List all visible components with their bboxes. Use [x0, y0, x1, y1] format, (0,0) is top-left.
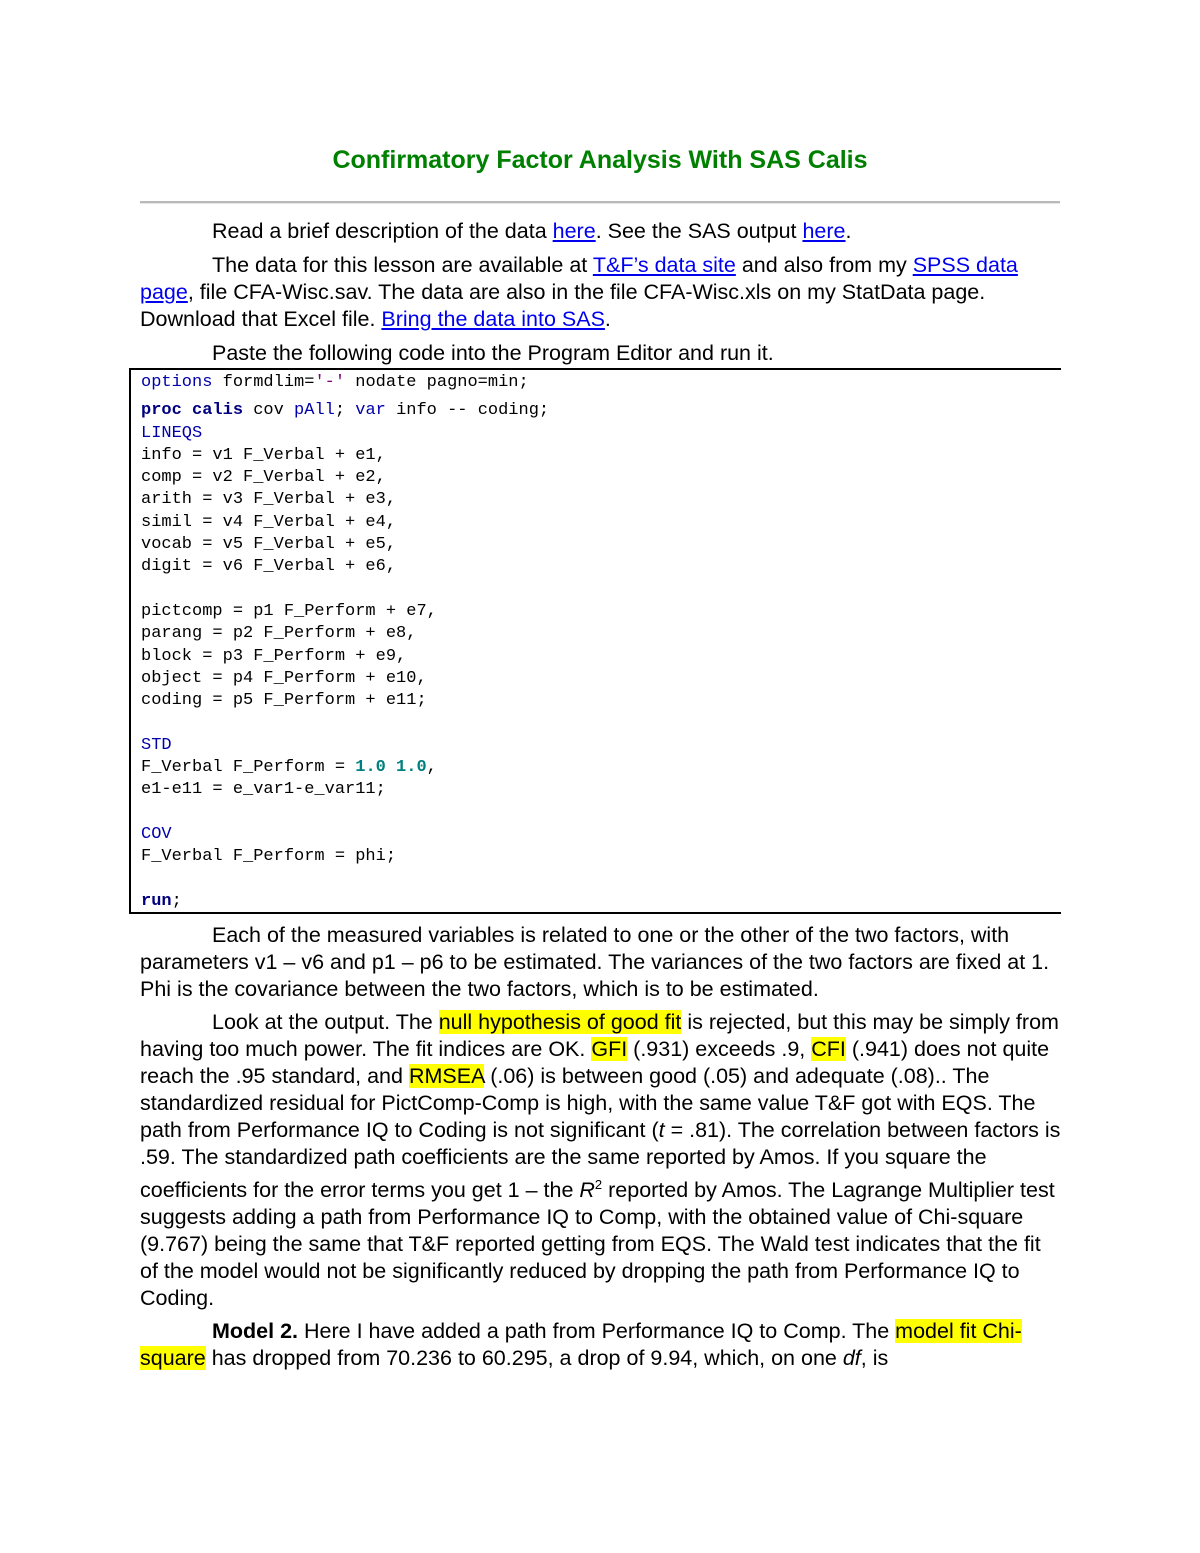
intro-section — [140, 218, 1062, 367]
intro-text: , file CFA-Wisc.sav. The data are also in the file CFA-Wisc.xls on my StatData page. Download that Excel file. — [140, 280, 986, 331]
body-text: Here I have added a path from Performance IQ to Comp. The — [298, 1319, 896, 1344]
body-text: (.941) does not quite reach the .95 standard, and — [140, 1037, 1050, 1088]
code-keyword: STD — [141, 735, 172, 755]
intro-text: The data for this lesson are available at — [212, 253, 593, 277]
intro-text: . See the SAS output — [595, 219, 803, 243]
code-line: pictcomp = p1 F_Perform + e7, — [141, 601, 437, 621]
code-line: digit = v6 F_Verbal + e6, — [141, 557, 397, 577]
data-description-link[interactable]: here — [552, 219, 596, 243]
code-text: F_Verbal F_Perform = — [141, 758, 356, 778]
bring-data-into-sas-link[interactable]: Bring the data into SAS — [381, 307, 605, 331]
code-keyword: COV — [141, 824, 172, 844]
body-text: Look at the output. The — [212, 1010, 439, 1034]
sas-output-link[interactable]: here — [802, 219, 846, 243]
t-statistic: t — [658, 1118, 665, 1142]
code-text: ; — [334, 401, 356, 421]
body-text: (.06) is between good (.05) and adequate (.08).. The standardized residual for PictComp-Comp is high, with the same value T&F got with EQS. The path from Performance IQ to Coding is not significant ( — [140, 1064, 1036, 1142]
code-line: e1-e11 = e_var1-e_var11; — [141, 780, 386, 800]
body-paragraph-1: Each of the measured variables is related to one or the other of the two factors, with parameters v1 – v6 and p1 – p6 to be estimated. The variances of the two factors are fixed at 1. Phi is the covariance between the two factors, which is to be estimated. — [140, 923, 1050, 1001]
code-line: comp = v2 F_Verbal + e2, — [141, 468, 386, 488]
intro-paragraph-2 — [140, 252, 1062, 333]
body-text: reported by Amos. The Lagrange Multiplier test suggests adding a path from Performance IQ to Comp, with the obtained value of Chi-square (9.767) being the same that T&F reported getting from EQS. The Wald test indicates that the fit of the model would not be significantly reduced by dropping the path from Performance IQ to Coding. — [140, 1178, 1055, 1311]
code-keyword: var — [355, 401, 386, 421]
code-line: block = p3 F_Perform + e9, — [141, 646, 407, 666]
code-line: arith = v3 F_Verbal + e3, — [141, 490, 397, 510]
intro-text: and also from my — [735, 253, 913, 277]
code-keyword: pAll — [294, 401, 335, 421]
code-line: simil = v4 F_Verbal + e4, — [141, 512, 397, 532]
tf-data-site-link[interactable]: T&F’s data site — [592, 253, 736, 277]
discussion-section — [140, 922, 1062, 1372]
code-line: object = p4 F_Perform + e10, — [141, 668, 427, 688]
highlight-gfi: GFI — [591, 1037, 628, 1061]
code-text: formdlim= — [212, 373, 315, 392]
code-text: cov — [243, 401, 295, 421]
page-title: Confirmatory Factor Analysis With SAS Calis — [332, 146, 868, 174]
body-text: has dropped from 70.236 to 60.295, a drop of 9.94, which, on one — [205, 1346, 843, 1371]
body-text: is rejected, but this may be simply from having too much power. The fit indices are OK. — [140, 1010, 1059, 1061]
intro-paragraph-1 — [140, 218, 1062, 245]
code-line: parang = p2 F_Perform + e8, — [141, 624, 417, 644]
spss-data-page-link[interactable]: SPSS data page — [140, 253, 1018, 304]
body-paragraph-3 — [140, 1318, 1062, 1372]
code-number: 1.0 1.0 — [355, 758, 427, 778]
code-text: ; — [171, 891, 182, 911]
highlight-null-hypothesis: null hypothesis of good fit — [438, 1010, 682, 1034]
highlight-model-fit-chi-square: model fit Chi-square — [140, 1319, 1022, 1371]
body-text: , is — [860, 1346, 889, 1371]
code-keyword: proc calis — [141, 401, 244, 421]
code-line: vocab = v5 F_Verbal + e5, — [141, 535, 397, 555]
code-keyword: run — [141, 891, 172, 911]
intro-text: . — [604, 307, 611, 331]
intro-text: Read a brief description of the data — [212, 219, 553, 243]
body-text: (.931) exceeds .9, — [627, 1037, 812, 1061]
code-line: F_Verbal F_Perform = phi; — [141, 847, 397, 867]
highlight-rmsea: RMSEA — [408, 1064, 485, 1088]
code-keyword: LINEQS — [141, 423, 203, 443]
intro-text: . — [845, 219, 852, 243]
highlight-cfi: CFI — [811, 1037, 846, 1061]
body-paragraph-2 — [140, 1009, 1062, 1312]
code-keyword: options — [141, 373, 213, 392]
code-text: nodate pagno=min; — [345, 373, 529, 392]
intro-paragraph-3: Paste the following code into the Program Editor and run it. — [212, 341, 774, 365]
df-term: df — [842, 1346, 861, 1371]
code-line: info = v1 F_Verbal + e1, — [141, 445, 386, 465]
title-divider — [140, 201, 1060, 204]
code-line: coding = p5 F_Perform + e11; — [141, 691, 427, 711]
code-string: '-' — [314, 373, 346, 392]
code-text: , — [426, 758, 437, 778]
body-text: = .81). The correlation between factors is .59. The standardized path coefficients are the same reported by Amos. If you square the coefficients for the error terms you get 1 – the — [140, 1118, 1061, 1203]
sas-code-block — [141, 372, 549, 913]
r-squared: R — [579, 1178, 595, 1203]
code-text: info -- coding; — [385, 401, 550, 421]
superscript-2: 2 — [594, 1177, 603, 1192]
model-2-label: Model 2. — [212, 1319, 299, 1344]
